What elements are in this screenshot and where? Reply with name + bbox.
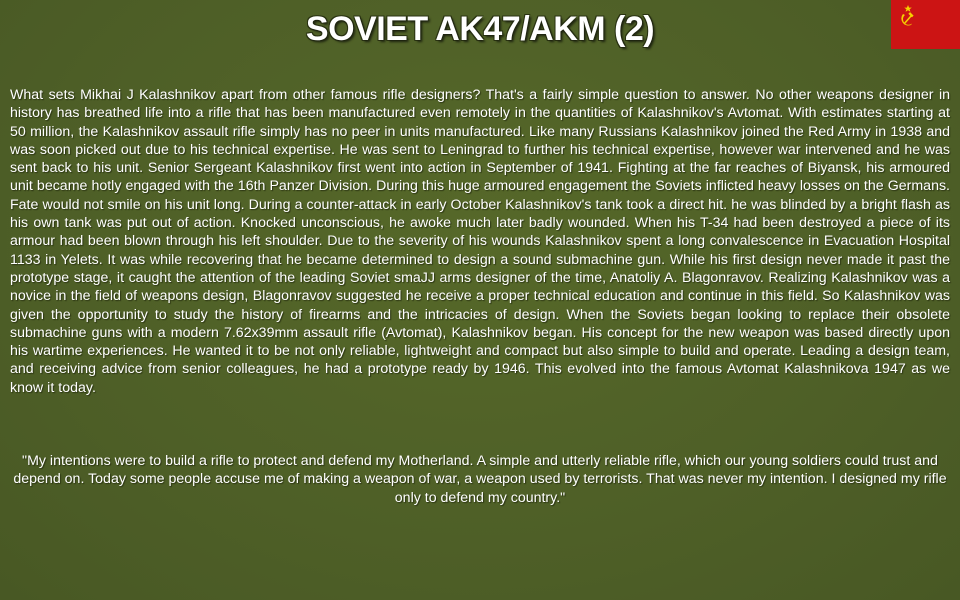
kalashnikov-quote: "My intentions were to build a rifle to protect and defend my Motherland. A simple and utterly reliable rifle, which our young soldiers could trust and depend on. Today some people accuse me of making a weapon of war, a weapon used by terrorists. That was never my intention. I designed my rifle only to defend my country." <box>13 453 947 506</box>
soviet-flag-icon <box>891 0 960 49</box>
hammer-sickle-icon <box>897 5 919 27</box>
body-paragraph: What sets Mikhai J Kalashnikov apart from other famous rifle designers? That's a fairly simple question to answer. No other weapons designer in history has breathed life into a rifle that has been manufactured even remotely in the quantities of Kalashnikov's Avtomat. With estimates starting at 50 million, the Kalashnikov assault rifle simply has no peer in units manufactured. Like many Russians Kalashnikov joined the Red Army in 1938 and was soon picked out due to his technical expertise. He was sent to Leningrad to further his technical expertise, however war intervened and he was sent back to his unit. Senior Sergeant Kalashnikov first went into action in September of 1941. Fighting at the far reaches of Biyansk, his armoured unit became hotly engaged with the 16th Panzer Division. During this huge armoured engagement the Soviets inflicted heavy losses on the Germans. Fate would not smile on his unit long. During a counter-attack in early October Kalashnikov's tank took a direct hit. he was blinded by a bright flash as his own tank was put out of action. Knocked unconscious, he awoke much later badly wounded. When his T-34 had been destroyed a piece of its armour had been blown through his left shoulder. Due to the severity of his wounds Kalashnikov spent a long convalescence in Evacuation Hospital 1133 in Yelets. It was while recovering that he became determined to design a sound submachine gun. While his first design never made it past the prototype stage, it caught the attention of the leading Soviet smaJJ arms designer of the time, Anatoliy A. Blagonravov. Realizing Kalashnikov was a novice in the field of weapons design, Blagonravov suggested he receive a proper technical education and continue in this field. So Kalashnikov was given the opportunity to study the history of firearms and the intricacies of design. When the Soviets began looking to replace their obsolete submachine guns with a modern 7.62x39mm assault rifle (Avtomat), Kalashnikov began. His concept for the new weapon was based directly upon his wartime experiences. He wanted it to be not only reliable, lightweight and compact but also simple to build and operate. Leading a design team, and receiving advice from senior colleagues, he had a prototype ready by 1946. This evolved into the famous Avtomat Kalashnikova 1947 as we know it today. <box>10 87 950 396</box>
slide-title: SOVIET AK47/AKM (2) <box>305 10 655 48</box>
